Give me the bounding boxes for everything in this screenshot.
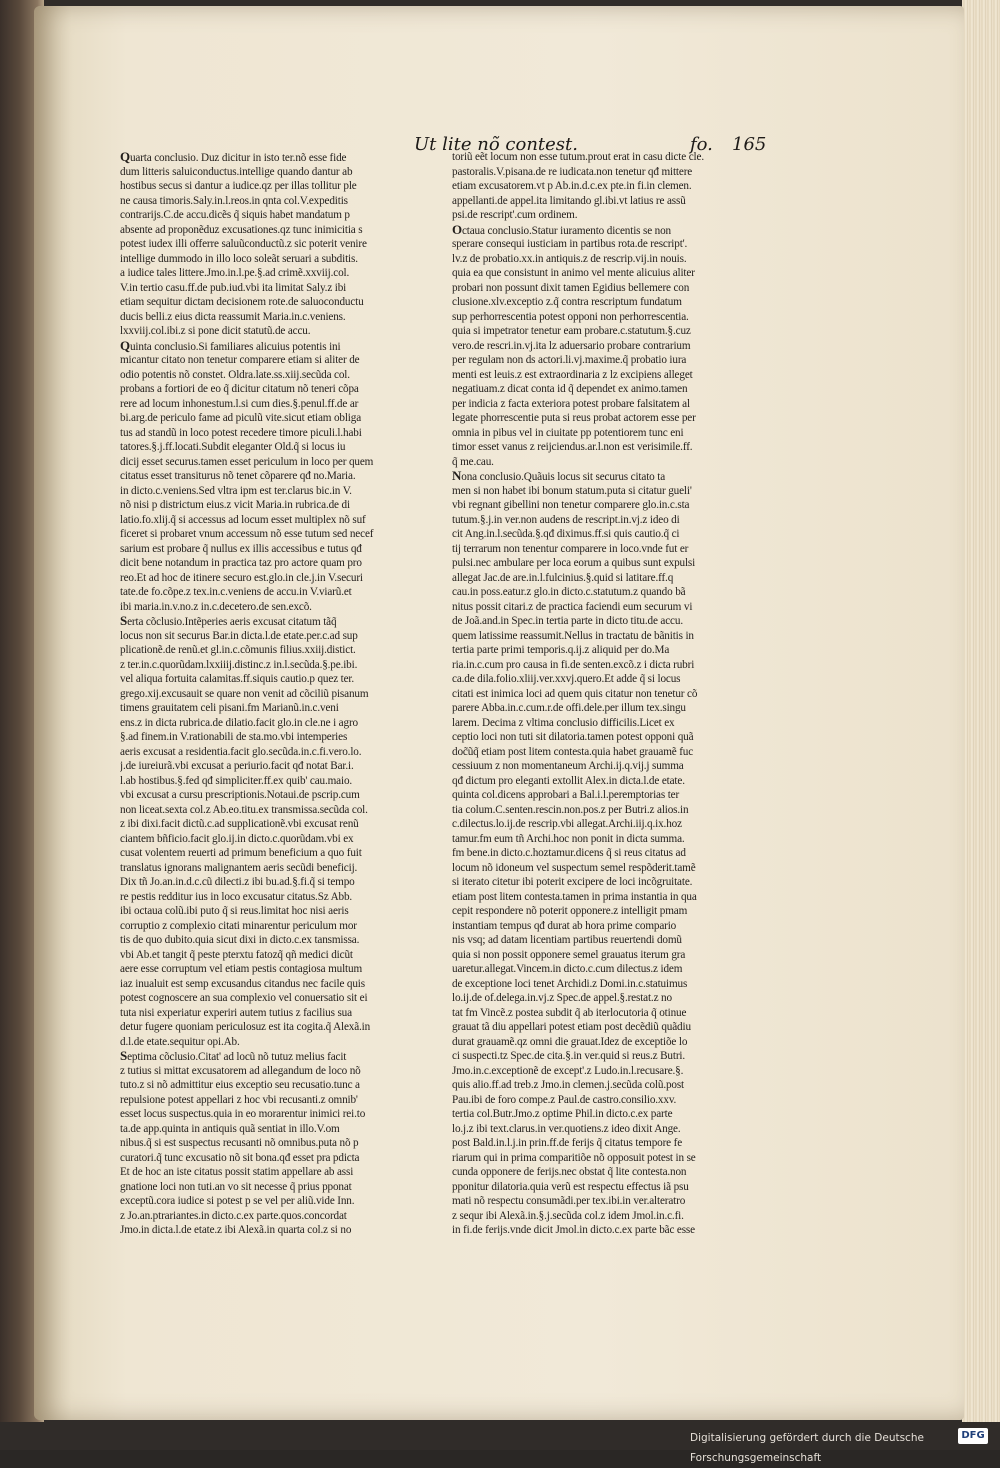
text-line: per indicia z facta exteriora potest probare falsitatem al — [452, 397, 690, 410]
text-line: tus ad standũ in loco potest recedere timore piculi.l.habi — [120, 426, 362, 439]
text-line: reo.Et ad hoc de itinere securo est.glo.in cle.j.in V.securi — [120, 571, 363, 584]
page-stack-edge — [962, 0, 1000, 1422]
text-line: Nona conclusio.Quãuis locus sit securus citato ta — [452, 469, 666, 483]
text-line: vbi regnant gibellini non tenetur comparere glo.in.c.sta — [452, 499, 690, 511]
text-line: mati nõ respectu consumãdi.per tex.ibi.in ver.alteratro — [452, 1195, 686, 1207]
text-line: tij terrarum non tenentur comparere in loco.vnde fut er — [452, 542, 689, 555]
text-line: tutum.§.j.in ver.non audens de rescript.in.vj.z ideo di — [452, 513, 680, 526]
text-line: in dicto.c.veniens.Sed vltra ipm est ter.clarus bic.in V. — [120, 484, 352, 497]
text-line: lo.j.z ibi text.clarus.in ver.quotiens.z ideo dixit Ange. — [452, 1122, 681, 1135]
text-line: larem. Decima z vltima conclusio difficilis.Licet ex — [452, 716, 675, 729]
text-line: z ibi dixi.facit dictũ.c.ad supplicationẽ.vbi excusat renũ — [120, 818, 359, 830]
text-line: vbi Ab.et tangit q̃ peste pterxtu fatozq̃ qñ medici dicũt — [120, 948, 353, 961]
text-line: hostibus secus si dantur a iudice.qz per illas tollitur ple — [120, 180, 357, 192]
text-line: sarium est probare q̃ nullus ex illis accessibus e tutus qđ — [120, 542, 362, 555]
text-line: citatus esset transiturus nõ tenet cõparere qđ no.Maria. — [120, 470, 356, 482]
text-line: timens grauitatem celi pisani.fm Marianũ.in.c.veni — [120, 702, 339, 714]
digitization-credit: Digitalisierung gefördert durch die Deutsche Forschungsgemeinschaft — [690, 1432, 924, 1464]
text-line: cepit respondere nõ poterit opponere.z intelligit pmam — [452, 905, 688, 917]
text-line: grauat tã diu appellari potest etiam post decẽdiũ quãdiu — [452, 1021, 691, 1033]
folio-label: fo. — [690, 134, 713, 155]
text-line: nõ nisi p districtum eius.z vicit Maria.in rubrica.de di — [120, 499, 350, 511]
text-line: ceptio loci non tuti sit dilatoria.tamen potest opponi quã — [452, 731, 694, 743]
text-line: tertia col.Butr.Jmo.z optime Phil.in dicto.c.ex parte — [452, 1108, 673, 1120]
text-line: q̃ me.cau. — [452, 455, 494, 468]
text-line: vel aliqua fortuita calamitas.ff.siquis cautio.p quez ter. — [120, 673, 355, 685]
text-line: de Joã.and.in Spec.in tertia parte in dicto titu.de accu. — [452, 615, 683, 627]
text-line: quis alio.ff.ad treb.z Jmo.in clemen.j.secũda colũ.post — [452, 1079, 685, 1091]
text-line: quia ea que consistunt in animo vel mente alicuius aliter — [452, 267, 695, 279]
text-line: vbi excusat a cursu prescriptionis.Notaui.de pscrip.cum — [120, 789, 360, 801]
text-line: tamur.fm eum tñ Archi.hoc non ponit in dicta summa. — [452, 832, 685, 845]
text-line: tertia parte primi temporis.q.ij.z aliquid per do.Ma — [452, 644, 670, 656]
text-line: tuta nisi experiatur experiri autem tutius z facilius sua — [120, 1006, 352, 1019]
text-line: repulsione potest appellari z hoc vbi recusanti.z omnib' — [120, 1093, 358, 1106]
text-line: per regulam non ds actori.li.vj.maxime.q̃ probatio iura — [452, 354, 687, 366]
text-line: pponitur dilatoria.quia verũ est respectu effectus iã psu — [452, 1180, 689, 1193]
text-line: contrarijs.C.de accu.dicẽs q̃ siquis habet mandatum p — [120, 209, 350, 221]
text-line: ca.de dila.folio.xliij.ver.xxvj.quero.Et adde q̃ si locus — [452, 673, 681, 685]
text-line: ibi octaua colũ.ibi puto q̃ si reus.limitat hoc nisi aeris — [120, 905, 349, 917]
text-line: rere ad locum inhonestum.l.si cum dies.§.penul.ff.de ar — [120, 397, 359, 410]
text-line: non liceat.sexta col.z Ab.eo.titu.ex transmissa.secũda col. — [120, 803, 368, 816]
text-line: Quinta conclusio.Si familiares alicuius potentis ini — [120, 338, 341, 353]
text-line: riarum qui in prima comparitiõe nõ opposuit potest in se — [452, 1151, 696, 1164]
text-line: quia si non possit opponere semel grauatus iterum gra — [452, 948, 686, 961]
text-line: cusat volentem reuerti ad primum beneficium a quo fuit — [120, 847, 362, 859]
text-line: clusione.xlv.exceptio z.q̃ contra rescriptum fundatum — [452, 296, 682, 308]
text-line: ficeret si probaret vnum accessum nõ esse tutum sed necef — [120, 528, 374, 540]
text-line: exceptũ.cora iudice si potest p se vel per aliũ.vide Inn. — [120, 1195, 355, 1207]
text-line: j.de iureiurã.vbi excusat a periurio.facit qđ notat Bar.i. — [120, 760, 354, 772]
text-line: tatores.§.j.ff.locati.Subdit eleganter Old.q̃ si locus iu — [120, 441, 346, 453]
text-line: detur fugere quoniam periculosuz est ita cogita.q̃ Alexã.in — [120, 1021, 371, 1033]
text-line: doc̃ũq̃ etiam post litem contesta.quia habet grauamẽ fuc — [452, 745, 694, 758]
text-line: quia si impetrator tenetur eam probare.c.statutum.§.cuz — [452, 325, 691, 337]
text-line: nitus possit citari.z de practica faciendi eum securum vi — [452, 600, 693, 613]
text-line: Serta cõclusio.Intẽperies aeris excusat citatum tãq̃ — [120, 614, 337, 628]
text-line: in fi.de ferijs.vnde dicit Jmol.in dicto.c.ex parte bãc esse — [452, 1224, 695, 1236]
text-line: grego.xij.excusauit se quare non venit ad cõciliũ pisanum — [120, 687, 369, 700]
text-line: ci suspecti.tz Spec.de cita.§.in ver.quid si reus.z Butri. — [452, 1050, 686, 1062]
text-line: etiam excusatorem.vt p Ab.in.d.c.ex pte.in fi.in clemen. — [452, 180, 692, 192]
text-line: etiam post litem contesta.tamen in prima instantia in qua — [452, 890, 697, 903]
text-line: timor esset vanus z reijciendus.ar.l.non est verisimile.ff. — [452, 441, 693, 453]
text-line: V.in tertio casu.ff.de pub.iud.vbi ita limitat Saly.z ibi — [120, 281, 347, 294]
text-line: quinta col.dicens approbari a Bal.i.l.peremptorias ter — [452, 789, 680, 801]
text-line: toriũ eẽt locum non esse tutum.prout erat in casu dicte cle. — [452, 151, 704, 163]
text-line: z tutius si mittat excusatorem ad allegandum de loco nõ — [120, 1064, 361, 1077]
text-line: ria.in.c.cum pro causa in fi.de senten.excõ.z i dicta rubri — [452, 658, 695, 671]
text-line: locum nõ idoneum vel suspectum semel respõderit.tamẽ — [452, 861, 696, 874]
text-line: instantiam tempus qđ durat ab hora prime compario — [452, 919, 677, 932]
text-line: translatus ignorans malignantem aeris secũdi beneficij. — [120, 861, 358, 874]
text-line: potest cognoscere an sua complexio vel conuersatio sit ei — [120, 992, 368, 1004]
text-line: quem latissime reassumit.Nellus in tractatu de bãnitis in — [452, 629, 694, 642]
text-line: Et de hoc an iste citatus possit statim appellare ab assi — [120, 1166, 354, 1178]
text-line: cessiuum z non momentaneum Archi.ij.q.vij.j summa — [452, 760, 684, 772]
text-line: micantur citato non tenetur comparere etiam si aliter de — [120, 354, 360, 366]
text-line: menti est leuis.z est extraordinaria z lz excipiens alleget — [452, 368, 693, 381]
text-line: tia colum.C.senten.rescin.non.pos.z per Butri.z alios.in — [452, 803, 689, 816]
text-line: tat fm Vincẽ.z postea subdit q̃ ab iterlocutoria q̃ otinue — [452, 1006, 687, 1019]
text-line: corruptio z complexio citati minarentur periculum mor — [120, 919, 357, 932]
text-line: uaretur.allegat.Vincem.in dicto.c.cum dilectus.z idem — [452, 963, 683, 975]
text-line: post Bald.in.l.j.in prin.ff.de ferijs q̃ citatus tempore fe — [452, 1137, 683, 1149]
text-line: plicationẽ.de renũ.et gl.in.c.cõmunis filius.xxiij.distict. — [120, 644, 356, 656]
text-line: a iudice tales littere.Jmo.in.l.pe.§.ad crimẽ.xxviij.col. — [120, 267, 350, 279]
text-line: Quarta conclusio. Duz dicitur in isto ter.nõ esse fide — [120, 150, 347, 164]
text-line: odio potentis nõ constet. Oldra.late.ss.xiij.secũda col. — [120, 368, 350, 381]
text-line: aere esse corruptum vel etiam pestis contagiosa multum — [120, 963, 362, 975]
text-line: sperare consequi iusticiam in partibus rota.de rescript'. — [452, 238, 688, 250]
text-line: z ter.in.c.quorũdam.lxxiiij.distinc.z in.l.secũda.§.pe.ibi. — [120, 658, 358, 671]
text-line: tate.de fo.cõpe.z tex.in.c.veniens de accu.in V.viarũ.et — [120, 586, 352, 598]
text-line: fm bene.in dicto.c.hoztamur.dicens q̃ si reus citatus ad — [452, 847, 686, 859]
text-line: ibi maria.in.v.no.z in.c.decetero.de sen.excõ. — [120, 600, 312, 613]
text-line: cau.in poss.eatur.z glo.in dicto.c.statutum.z quando bã — [452, 586, 686, 598]
text-line: Jmo.in dicta.l.de etate.z ibi Alexã.in quarta col.z si no — [120, 1224, 352, 1236]
text-line: locus non sit securus Bar.in dicta.l.de etate.per.c.ad sup — [120, 629, 358, 642]
text-line: nis vsq; ad datam licentiam partibus reuertendi domũ — [452, 934, 682, 946]
text-line: si iterato citetur ibi poterit excipere de loci incõgruitate. — [452, 876, 693, 888]
text-line: ta.de app.quinta in antiquis quã sentiat in illo.V.om — [120, 1122, 340, 1135]
text-line: esset locus suspectus.quia in eo morarentur inimici rei.to — [120, 1108, 366, 1120]
text-line: re pestis redditur ius in loco excusatur citatus.Sz Abb. — [120, 890, 353, 903]
text-line: dum litteris saluiconductus.intellige quando dantur ab — [120, 165, 353, 178]
text-line: aeris excusat a residentia.facit glo.secũda.in.c.fi.vero.lo. — [120, 745, 362, 758]
text-line: pastoralis.V.pisana.de re iudicata.non tenetur qđ mittere — [452, 165, 693, 178]
text-line: d.l.de etate.sequitur opi.Ab. — [120, 1035, 240, 1048]
text-line: lo.ij.de of.delega.in.vj.z Spec.de appel.§.restat.z no — [452, 992, 672, 1004]
text-line: dicij esset securus.tamen esset periculum in loco per quem — [120, 455, 374, 468]
dfg-logo: DFG — [958, 1428, 988, 1444]
text-line: ciantem bñficio.facit glo.ij.in dicto.c.quorũdam.vbi ex — [120, 832, 354, 845]
text-line: gnatione loci non tuti.an vo sit necesse q̃ prius pponat — [120, 1180, 352, 1193]
text-line: dicit bene notandum in practica taz pro actore quam pro — [120, 557, 362, 569]
text-line: legate phorrescentie puta si reus probat actorem esse per — [452, 412, 696, 424]
text-line: Octaua conclusio.Statur iuramento dicentis se non — [452, 222, 672, 237]
text-line: latio.fo.xlij.q̃ si accessus ad locum esset multiplex nõ suf — [120, 513, 366, 526]
text-line: tis de quo dubito.quia sicut dixi in dicto.c.ex tansmissa. — [120, 934, 360, 946]
text-column-left — [120, 150, 438, 1238]
text-line: vero.de rescri.in.vj.ita lz aduersario probare contrarium — [452, 339, 691, 352]
text-line: citati est inimica loci ad quem quis citatur non tenetur cõ — [452, 687, 698, 700]
text-line: Dix tñ Jo.an.in.d.c.cũ dilecti.z ibi bu.ad.§.fi.q̃ si tempo — [120, 876, 355, 888]
text-line: lxxviij.col.ibi.z si pone dicit statutũ.de accu. — [120, 325, 311, 337]
text-line: ens.z in dicta rubrica.de dilatio.facit glo.in cle.ne i agro — [120, 716, 358, 729]
text-line: intellige dummodo in illo loco soleãt seruari a subditis. — [120, 252, 358, 265]
text-line: sup perhorrescentia potest opponi non perhorrescentia. — [452, 310, 689, 323]
text-line: parere Abba.in.c.cum.r.de offi.dele.per illum tex.singu — [452, 702, 686, 714]
text-line: negatiuam.z dicat conta id q̃ dependet ex animo.tamen — [452, 383, 688, 395]
text-line: omnia in pibus vel in ciuitate pp potentiorem tunc eni — [452, 426, 684, 439]
text-line: psi.de rescript'.cum ordinem. — [452, 209, 578, 221]
text-line: tuto.z si nõ admittitur eius exceptio seu recusatio.tunc a — [120, 1079, 360, 1091]
folio-number: 165 — [732, 134, 767, 155]
text-line: Jmo.in.c.exceptionẽ de except'.z Ludo.in.l.recusare.§. — [452, 1064, 684, 1077]
text-line: curatori.q̃ tunc excusatio nõ sit bona.qđ esset pra pdicta — [120, 1151, 360, 1164]
text-line: Pau.ibi de foro compe.z Paul.de castro.consilio.xxv. — [452, 1093, 677, 1106]
text-line: Septima cõclusio.Citat' ad locũ nõ tutuz melius facit — [120, 1049, 347, 1063]
text-line: c.dilectus.lo.ij.de rescrip.vbi allegat.Archi.iij.q.ix.hoz — [452, 818, 682, 830]
text-line: nibus.q̃ si est suspectus recusanti nõ omnibus.puta nõ p — [120, 1137, 359, 1149]
text-column-right — [452, 150, 770, 1238]
text-line: appellanti.de appel.ita limitando gl.ibi.vt latius re assũ — [452, 194, 686, 207]
text-line: cit Ang.in.l.secũda.§.qđ diximus.ff.si quis cautio.q̃ ci — [452, 528, 680, 540]
text-line: cunda opponere de ferijs.nec obstat q̃ lite contesta.non — [452, 1166, 687, 1178]
text-line: probari non possunt dixit tamen Egidius bellemere con — [452, 281, 690, 294]
text-line: qđ dictum pro eleganti extollit Alex.in dicta.l.de etate. — [452, 774, 685, 787]
text-line: l.ab hostibus.§.fed qđ simpliciter.ff.ex quib' cau.maio. — [120, 774, 353, 787]
text-line: allegat Jac.de are.in.l.fulcinius.§.quid si latitare.ff.q — [452, 571, 674, 584]
text-line: absente ad proponẽduz excusationes.qz tunc inimicitia s — [120, 223, 363, 236]
text-line: lv.z de probatio.xx.in antiquis.z de rescrip.vij.in nouis. — [452, 252, 687, 265]
text-line: iaz inualuit est semp excusandus citandus nec facile quis — [120, 977, 365, 990]
text-line: probans a fortiori de eo q̃ dicitur citatum nõ teneri cõpa — [120, 383, 359, 395]
text-line: men si non habet ibi bonum statum.puta si citatur gueli' — [452, 484, 692, 497]
text-line: etiam sequitur dictam decisionem rote.de saluoconductu — [120, 296, 364, 308]
text-line: z Jo.an.ptrariantes.in dicto.c.ex parte.quos.concordat — [120, 1209, 347, 1222]
text-line: ducis belli.z eius dicta reassumit Maria.in.c.veniens. — [120, 310, 346, 323]
text-line: bi.arg.de periculo fame ad piculũ vite.sicut etiam obliga — [120, 412, 362, 424]
text-line: pulsi.nec ambulare per loca eorum a quibus sunt expulsi — [452, 557, 696, 569]
text-line: §.ad finem.in V.rationabili de sta.mo.vbi intemperies — [120, 731, 348, 743]
text-line: z sequr ibi Alexã.in.§.j.secũda col.z idem Jmol.in.c.fi. — [452, 1209, 684, 1222]
text-line: potest iudex illi offerre saluũconductũ.z sic poterit venire — [120, 238, 367, 250]
text-line: de exceptione loci tenet Archidi.z Domi.in.c.statuimus — [452, 977, 688, 990]
text-line: durat grauamẽ.qz omni die grauat.Idez de exceptiõe lo — [452, 1035, 688, 1048]
text-line: ne causa timoris.Saly.in.l.reos.in qnta col.V.expeditis — [120, 194, 348, 207]
running-title: Ut lite nõ contest. — [414, 134, 578, 155]
